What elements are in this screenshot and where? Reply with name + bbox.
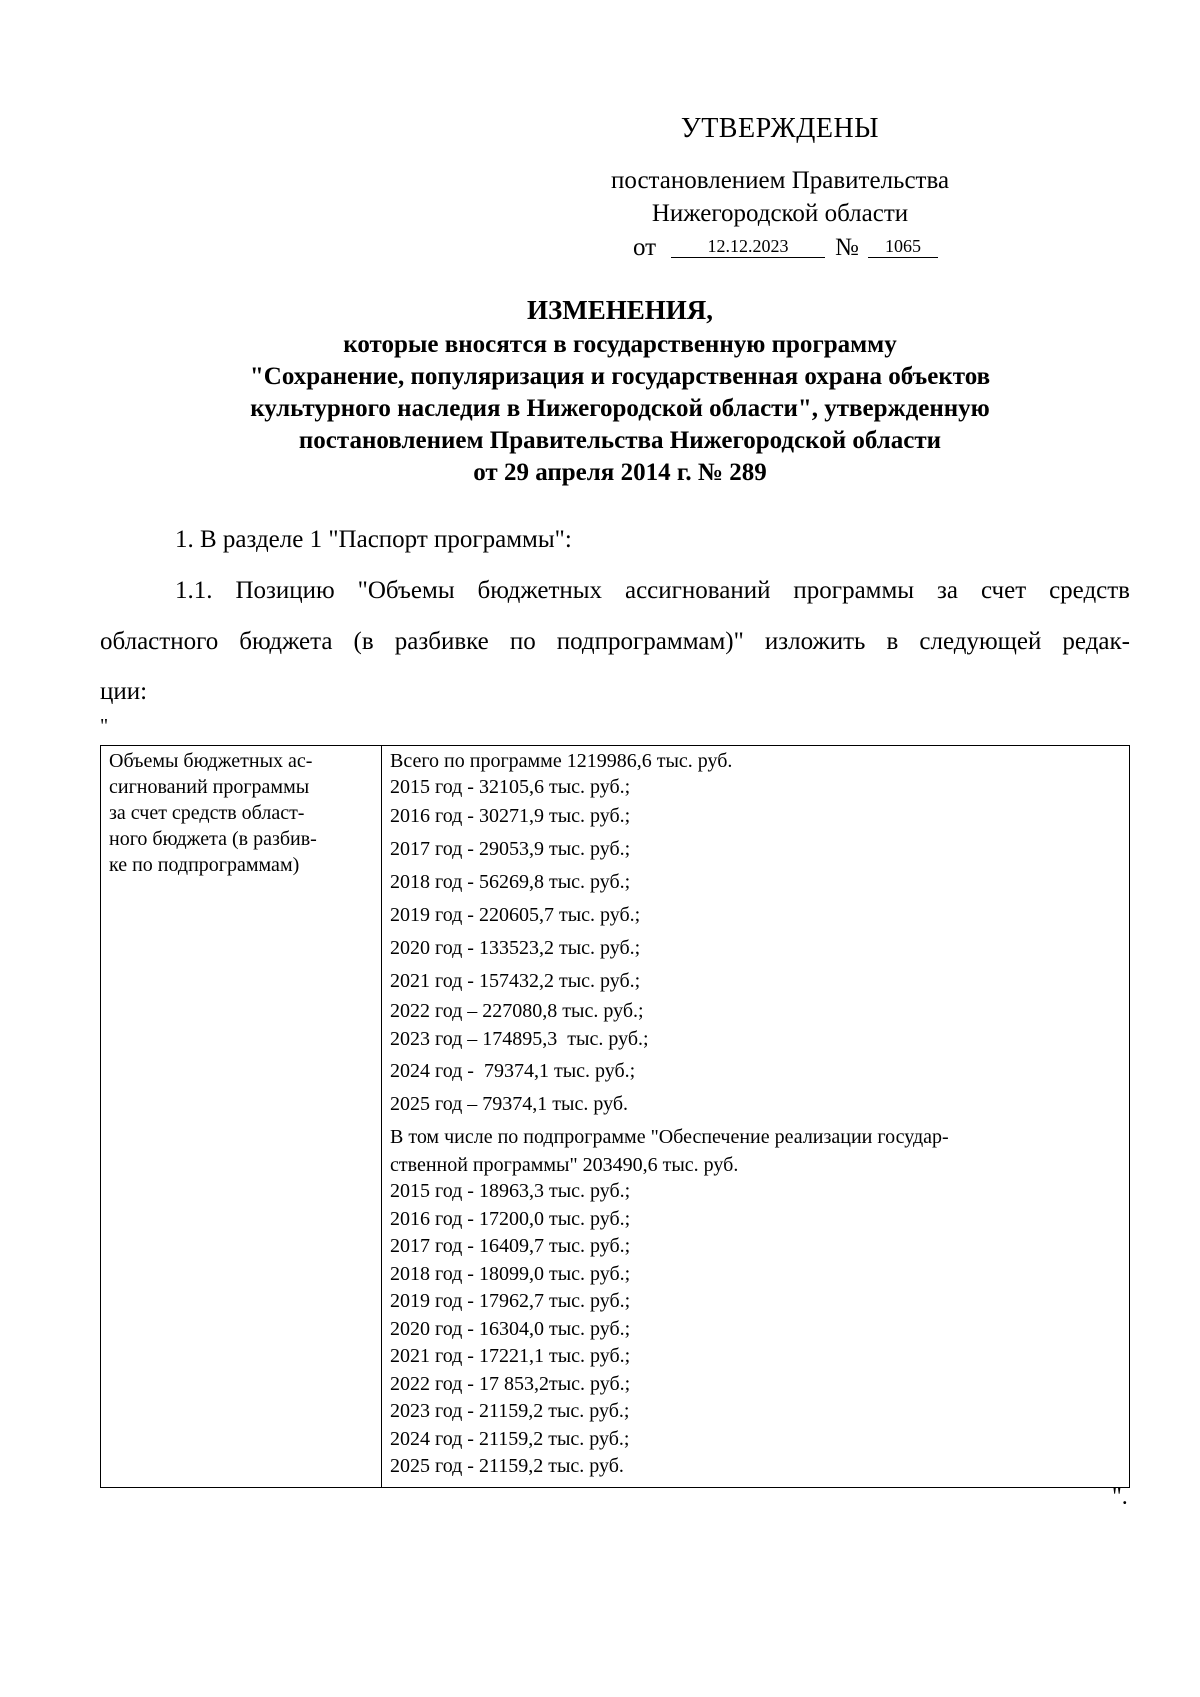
year-line: 2025 год – 79374,1 тыс. руб. (390, 1093, 629, 1115)
subprogram-line-2: ственной программы" 203490,6 тыс. руб. (390, 1154, 739, 1176)
label-line: сигнований программы (109, 776, 310, 798)
sub-year-line: 2016 год - 17200,0 тыс. руб.; (390, 1207, 631, 1230)
table-row (101, 746, 1130, 1488)
doc-title: ИЗМЕНЕНИЯ, (526, 295, 713, 325)
number-sign: № (835, 234, 859, 261)
year-line: 2023 год – 174895,3 тыс. руб.; (390, 1028, 649, 1050)
year-line: 2016 год - 30271,9 тыс. руб.; (390, 805, 631, 827)
approval-date-line (633, 232, 953, 264)
point-1-1-line-1: 1.1. Позицию "Объемы бюджетных ассигнований программы за счет средств (175, 577, 1130, 604)
year-line: 2021 год - 157432,2 тыс. руб.; (390, 970, 641, 992)
heading-line-5: постановлением Правительства Нижегородской области (298, 427, 942, 454)
subprogram-line-1: В том числе по подпрограмме "Обеспечение реализации государ- (390, 1126, 949, 1148)
sub-year-line: 2021 год - 17221,1 тыс. руб.; (390, 1345, 631, 1367)
point-1: 1. В разделе 1 "Паспорт программы": (175, 526, 572, 553)
year-line: 2018 год - 56269,8 тыс. руб.; (390, 871, 631, 893)
point-1-1-line-2: областного бюджета (в разбивке по подпрограммам)" изложить в следующей редак- (100, 628, 1130, 655)
heading-line-6: от 29 апреля 2014 г. № 289 (473, 459, 767, 486)
sub-year-line: 2018 год - 18099,0 тыс. руб.; (390, 1262, 631, 1285)
year-line: 2017 год - 29053,9 тыс. руб.; (390, 838, 631, 860)
passport-table (100, 745, 1130, 1488)
approval-date: 12.12.2023 (671, 235, 825, 258)
heading-line-3: "Сохранение, популяризация и государственная охрана объектов (249, 363, 991, 390)
sub-year-line: 2020 год - 16304,0 тыс. руб.; (390, 1317, 631, 1340)
sub-year-line: 2023 год - 21159,2 тыс. руб.; (390, 1400, 630, 1422)
year-line: 2022 год – 227080,8 тыс. руб.; (390, 1000, 644, 1022)
date-prefix: от (633, 234, 657, 261)
heading-line-4: культурного наследия в Нижегородской области", утвержденную (250, 395, 990, 422)
heading-line-2: которые вносятся в государственную программу (343, 331, 897, 358)
sub-year-line: 2019 год - 17962,7 тыс. руб.; (390, 1290, 631, 1312)
program-total: Всего по программе 1219986,6 тыс. руб. (390, 750, 733, 772)
year-line: 2015 год - 32105,6 тыс. руб.; (390, 776, 631, 798)
sub-year-line: 2017 год - 16409,7 тыс. руб.; (390, 1235, 631, 1257)
point-1-1-line-3: ции: (100, 678, 148, 705)
approval-line-2: Нижегородской области (651, 200, 909, 227)
sub-year-line: 2025 год - 21159,2 тыс. руб. (390, 1455, 624, 1477)
label-line: ке по подпрограммам) (109, 854, 300, 876)
label-line: Объемы бюджетных ас- (109, 750, 313, 772)
approved-title: УТВЕРЖДЕНЫ (680, 113, 880, 144)
sub-year-line: 2024 год - 21159,2 тыс. руб.; (390, 1427, 630, 1450)
approval-line-1: постановлением Правительства (610, 167, 950, 194)
sub-year-line: 2015 год - 18963,3 тыс. руб.; (390, 1180, 631, 1202)
approval-number: 1065 (868, 235, 938, 258)
label-line: ного бюджета (в разбив- (109, 828, 317, 850)
row-value-cell (382, 746, 1130, 1488)
year-line: 2020 год - 133523,2 тыс. руб.; (390, 937, 641, 959)
row-label-cell (101, 746, 382, 1488)
close-quote: ". (1112, 1484, 1128, 1510)
open-quote: " (100, 715, 109, 737)
year-line: 2024 год - 79374,1 тыс. руб.; (390, 1060, 636, 1082)
sub-year-line: 2022 год - 17 853,2тыс. руб.; (390, 1372, 631, 1395)
year-line: 2019 год - 220605,7 тыс. руб.; (390, 904, 641, 926)
label-line: за счет средств област- (109, 802, 305, 824)
